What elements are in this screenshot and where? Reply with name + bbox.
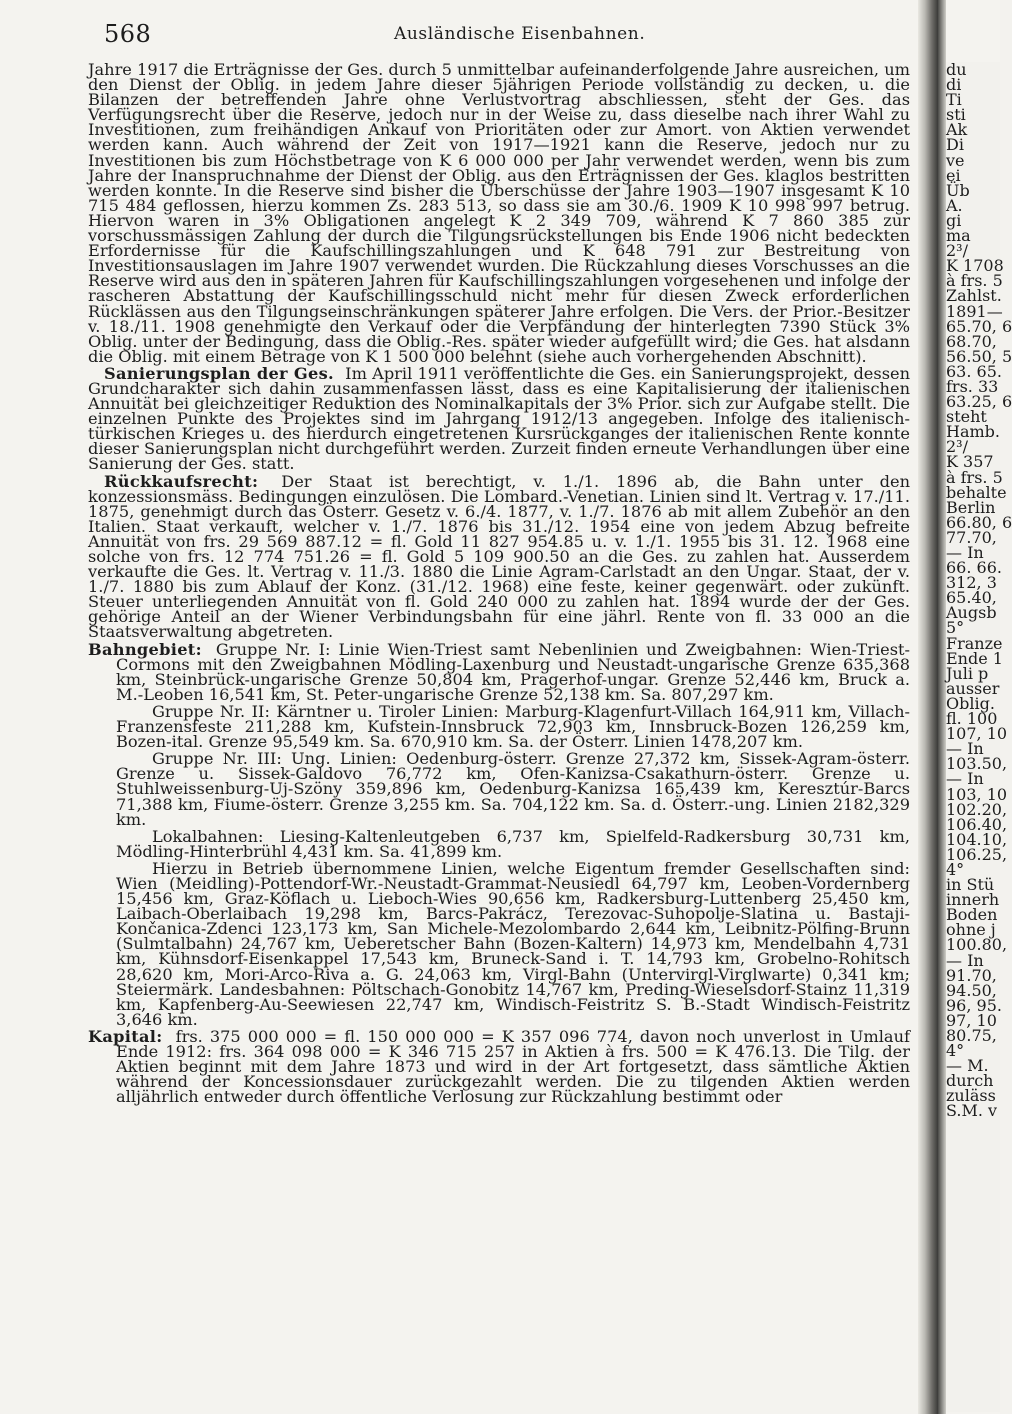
facing-page-fragment-line: à frs. 5 (946, 271, 1003, 291)
facing-page-fragment-line: 103.50, (946, 754, 1008, 774)
facing-page-fragment-line: Üb (946, 180, 970, 200)
facing-page-fragment-line: du (946, 60, 967, 79)
facing-page-fragment-line: zuläss (946, 1086, 996, 1106)
facing-page-fragment-line: frs. 33 (946, 376, 999, 396)
facing-page-fragment-line: — In (946, 739, 984, 759)
facing-page-fragment-line: 100.80, (946, 935, 1008, 955)
main-text-column (88, 62, 910, 1106)
facing-page-fragment-line: innerh (946, 890, 1000, 910)
kapital-heading: Kapital: (88, 1026, 163, 1046)
facing-page-fragment-line: 77.70, (946, 527, 997, 547)
facing-page-fragment-line: durch (946, 1071, 994, 1091)
facing-page-fragment-line: 4° (946, 1041, 965, 1061)
facing-page-fragment-line: ei (946, 165, 961, 185)
facing-page-fragment-line: ve (946, 150, 965, 170)
page-header (104, 12, 924, 46)
rueckkauf-heading: Rückkaufsrecht: (104, 471, 259, 491)
facing-page-fragment-line: Di (946, 135, 964, 155)
facing-page-fragment-line: ohne j (946, 920, 996, 940)
rueckkauf-section (88, 471, 910, 642)
kapital-section (88, 1026, 910, 1107)
facing-page-fragment-line: in Stü (946, 875, 995, 895)
facing-page-fragment-line: 4° (946, 859, 965, 879)
facing-page-fragment-line: Boden (946, 905, 998, 925)
facing-page-fragment-line: Ti (946, 90, 962, 110)
facing-page-fragment-line: 1891— (946, 301, 1003, 321)
facing-page-fragment-line: Zahlst. (946, 286, 1002, 306)
facing-page-fragment-line: behalte (946, 482, 1007, 502)
sanierung-heading: Sanierungsplan der Ges. (104, 363, 334, 383)
facing-page-fragment-line: 63.25, 6 (946, 392, 1012, 412)
facing-page-fragment-line: 63. 65. (946, 361, 1002, 381)
facing-page-fragment-line: Ende 1 (946, 648, 1003, 668)
facing-page-fragment-line: 102.20, (946, 799, 1008, 819)
facing-page-fragment-line: sti (946, 105, 966, 125)
facing-page-fragment-line: K 1708 (946, 256, 1004, 276)
bahngebiet-fremde-linien: Hierzu in Betrieb übernommene Linien, welche Eigentum fremder Gesellschaften sind: Wien (Meidling)-Pottendorf-Wr.-Neustadt-Grammat-Neusiedl 64,797 km, Leoben-Vordernberg 15,456 km, Graz-Köflach u. Lieboch-Wies 90,656 km, Radkersburg-Luttenberg 25,450 km, Laibach-Oberlaibach 19,298 km, Barcs-Pakrácz, Terezovac-Suhopolje-Slatina u. Bastaji-Končanica-Zdenci 123,173 km, San Michele-Mezolombardo 2,644 km, Leibnitz-Pölfing-Brunn (Sulmtalbahn) 24,767 km, Ueberetscher Bahn (Bozen-Kaltern) 14,973 km, Mendelbahn 4,731 km, Kühnsdorf-Eisenkappel 17,543 km, Bruneck-Sand i. T. 14,793 km, Grobelno-Rohitsch 28,620 km, Mori-Arco-Riva a. G. 24,063 km, Virgl-Bahn (Untervirgl-Virglwarte) 0,341 km; Steiermärk. Landesbahnen: Pöltschach-Gonobitz 14,767 km, Preding-Wieselsdorf-Stainz 11,319 km, Kapfenberg-Au-Seewiesen 22,747 km, Windisch-Feistritz S. B.-Stadt Windisch-Feistritz 3,646 km. (116, 858, 910, 1029)
kapital-text: frs. 375 000 000 = fl. 150 000 000 = K 357 096 774, davon noch unverlost in Umlauf Ende 1912: frs. 364 098 000 = K 346 715 257 in Aktien à frs. 500 = K 476.13. Die Tilg. der Aktien beginnt mit dem Jahre 1873 und wird in der Art fortgesetzt, dass sämtliche Aktien während der Koncessionsdauer zurückgezahlt werden. Die zu tilgenden Aktien werden alljährlich entweder durch öffentliche Verlosung zur Rückzahlung bestimmt oder (116, 1026, 910, 1107)
sanierung-text: Im April 1911 veröffentlichte die Ges. ein Sanierungsprojekt, dessen Grundcharakter sich dahin zusammenfassen lässt, dass es eine Kapitalisierung der italienischen Annuität bei gleichzeitiger Reduktion des Nominalkapitals der 3% Prior. sich zur Aufgabe stellt. Die einzelnen Punkte des Projektes sind im Jahrgang 1912/13 angegeben. Infolge des italienisch-türkischen Krieges u. des hierdurch eingetretenen Kursrückganges der italienischen Rente konnte dieser Sanierungsplan nicht durchgeführt werden. Zurzeit finden erneute Verhandlungen über eine Sanierung der Ges. statt. (88, 363, 911, 474)
facing-page-fragment-line: steht (946, 407, 987, 427)
facing-page-fragment-line: S.M. v (946, 1101, 998, 1121)
facing-page-fragment-line: 103, 10 (946, 784, 1008, 804)
facing-page-fragment-line: Oblig. (946, 693, 995, 713)
facing-page-fragment-line: gi (946, 210, 962, 230)
facing-page-fragment-line: 91.70, (946, 965, 997, 985)
book-gutter-edge (938, 0, 946, 1414)
facing-page-fragment-line: 68.70, (946, 331, 997, 351)
rueckkauf-text: Der Staat ist berechtigt, v. 1./1. 1896 ab, die Bahn unter den konzessionsmäss. Bedingungen einzulösen. Die Lombard.-Venetian. Linien sind lt. Vertrag v. 17./11. 1875, genehmigt durch das Österr. Gesetz v. 6./4. 1877, v. 1./7. 1876 ab mit allem Zubehör an den Italien. Staat verkauft, welcher v. 1./7. 1876 bis 31./12. 1954 eine von jedem Abzug befreite Annuität von frs. 29 569 887.12 = fl. Gold 11 827 954.85 u. v. 1./1. 1955 bis 31. 12. 1968 eine solche von frs. 12 774 751.26 = fl. Gold 5 109 900.50 an die Ges. zu zahlen hat. Ausserdem verkaufte die Ges. lt. Vertrag v. 11./3. 1880 die Linie Agram-Carlstadt an den Ungar. Staat, der v. 1./7. 1880 bis zum Ablauf der Konz. (31./12. 1968) eine feste, keiner gegenwärt. oder zukünft. Steuer unterliegenden Annuität von fl. Gold 240 000 zu zahlen hat. 1894 wurde der der Ges. gehörige Anteil an der Wiener Verbindungsbahn für eine jährl. Rente von fl. 33 000 an die Staatsverwaltung abgetreten. (88, 471, 910, 642)
facing-page-fragment-line: Hamb. (946, 422, 1000, 442)
facing-page-fragment-line: — M. (946, 1056, 989, 1076)
running-head: Ausländische Eisenbahnen. (394, 24, 646, 44)
bahngebiet-group-3: Gruppe Nr. III: Ung. Linien: Oedenburg-österr. Grenze 27,372 km, Sissek-Agram-österr. Grenze u. Sissek-Galdovo 76,772 km, Ofen-Kanizsa-Csakathurn-österr. Grenze u. Stuhlweissenburg-Uj-Szöny 359,896 km, Oedenburg-Kanizsa 165,439 km, Keresztúr-Barcs 71,388 km, Fiume-österr. Grenze 3,255 km. Sa. 704,122 km. Sa. d. Österr.-ung. Linien 2182,329 km. (116, 749, 910, 829)
facing-page-fragment-line: — In (946, 769, 984, 789)
facing-page-fragment-line: 65.70, 6 (946, 316, 1012, 336)
facing-page-fragment-line: di (946, 75, 962, 95)
bahngebiet-lokalbahnen: Lokalbahnen: Liesing-Kaltenleutgeben 6,737 km, Spielfeld-Radkersburg 30,731 km, Mödling-Hinterbrühl 4,431 km. Sa. 41,899 km. (116, 826, 910, 861)
facing-page-fragment-line: 106.25, (946, 844, 1008, 864)
facing-page-fragment-line: 107, 10 (946, 724, 1008, 744)
facing-page-fragment-line: 56.50, 5 (946, 346, 1012, 366)
facing-page-fragment-line: 2³/ (946, 241, 968, 261)
facing-page-fragment-line: fl. 100 (946, 709, 998, 729)
facing-page-fragment-line: 5° (946, 618, 965, 638)
book-gutter-shadow (918, 0, 938, 1414)
facing-page-column-fragment (946, 60, 1012, 1412)
facing-page-fragment-line: à frs. 5 (946, 467, 1003, 487)
facing-page-fragment-line: Juli p (946, 663, 989, 683)
facing-page-fragment-line: 66. 66. (946, 558, 1002, 578)
bahngebiet-heading: Bahngebiet: (88, 639, 202, 659)
facing-page-fragment-line: 96, 95. (946, 995, 1002, 1015)
facing-page-fragment-line: 106.40, (946, 814, 1008, 834)
facing-page-fragment-line: K 357 (946, 452, 994, 472)
bahngebiet-text: Gruppe Nr. I: Linie Wien-Triest samt Nebenlinien und Zweigbahnen: Wien-Triest-Cormons mit den Zweigbahnen Mödling-Laxenburg und Neustadt-ungarische Grenze 635,368 km, Steinbrück-ungarische Grenze 50,804 km, Pragerhof-ungar. Grenze 52,446 km, Bruck a. M.-Leoben 16,541 km, St. Peter-ungarische Grenze 52,138 km. Sa. 807,297 km. (116, 639, 910, 704)
facing-page-fragment-line: 104.10, (946, 829, 1008, 849)
facing-page-fragment-line: — In (946, 950, 984, 970)
bahngebiet-group-2: Gruppe Nr. II: Kärntner u. Tiroler Linien: Marburg-Klagenfurt-Villach 164,911 km, Villach-Franzensfeste 211,288 km, Kufstein-Innsbruck 72,903 km, Innsbruck-Bozen 126,259 km, Bozen-ital. Grenze 95,549 km. Sa. 670,910 km. Sa. der Österr. Linien 1478,207 km. (116, 701, 910, 752)
facing-page-fragment-line: Augsb (946, 603, 997, 623)
facing-page-fragment-line: 66.80, 6 (946, 512, 1012, 532)
bahngebiet-section (88, 639, 910, 704)
sanierung-section (88, 363, 911, 474)
facing-page-fragment-line: 65.40, (946, 588, 997, 608)
page-number: 568 (104, 20, 152, 48)
facing-page-fragment-line: ma (946, 226, 971, 246)
facing-page-fragment-line: A. (946, 195, 963, 215)
facing-page-fragment-line: 97, 10 (946, 1010, 997, 1030)
facing-page-fragment-line: Franze (946, 633, 1003, 653)
facing-page-fragment-line: ausser (946, 678, 1000, 698)
facing-page-fragment-line: Ak (946, 120, 968, 140)
facing-page-fragment-line: 80.75, (946, 1026, 997, 1045)
facing-page-fragment-line: 312, 3 (946, 573, 997, 593)
facing-page-fragment-line: 94.50, (946, 980, 997, 1000)
intro-paragraph: Jahre 1917 die Erträgnisse der Ges. durch 5 unmittelbar aufeinanderfolgende Jahre ausreichen, um den Dienst der Oblig. in jedem Jahre dieser 5jährigen Periode vollständig zu decken, u. die Bilanzen der betreffenden Jahre ohne Verlustvortrag abschliessen, steht der Ges. das Verfügungsrecht über die Reserve, jedoch nur in der Weise zu, dass dieselbe nach ihrer Wahl zu Investitionen, zum freihändigen Ankauf von Prioritäten oder zur Amort. von Aktien verwendet werden kann. Auch während der Zeit von 1917—1921 kann die Reserve, jedoch nur zu Investitionen bis zum Höchstbetrage von K 6 000 000 per Jahr verwendet werden, wenn bis zum Jahre der Inanspruchnahme der Dienst der Oblig. aus den Erträgnissen der Ges. klaglos bestritten werden konnte. In die Reserve sind bisher die Überschüsse der Jahre 1903—1907 insgesamt K 10 715 484 geflossen, hierzu kommen Zs. 283 513, so dass sie am 30./6. 1909 K 10 998 997 betrug. Hiervon waren in 3% Obligationen angelegt K 2 349 709, während K 7 860 385 zur vorschussmässigen Zahlung der durch die Tilgungsrückstellungen bis Ende 1906 nicht bedeckten Erfordernisse für die Kaufschillingszahlungen und K 648 791 zur Bestreitung von Investitionsauslagen im Jahre 1907 verwendet wurden. Die Rückzahlung dieses Vorschusses an die Reserve wird aus den in späteren Jahren für Kaufschillingszahlungen vorgesehenen und infolge der rascheren Abstattung der Kaufschillingsschuld nicht mehr für diesen Zweck erforderlichen Rücklässen aus den Tilgungseinschränkungen späterer Jahre erfolgen. Die Vers. der Prior.-Besitzer v. 18./11. 1908 genehmigte den Verkauf oder die Verpfändung der hinterlegten 7390 Stück 3% Oblig. unter der Bedingung, dass die Oblig.-Res. später wieder aufgefüllt wird; die Ges. hat alsdann die Oblig. mit einem Betrage von K 1 500 000 belehnt (siehe auch vorhergehenden Abschnitt). (88, 60, 910, 366)
facing-page-fragment-line: — In (946, 543, 984, 562)
facing-page-fragment-line: Berlin (946, 497, 996, 517)
facing-page-fragment-line: 2³/ (946, 437, 968, 457)
